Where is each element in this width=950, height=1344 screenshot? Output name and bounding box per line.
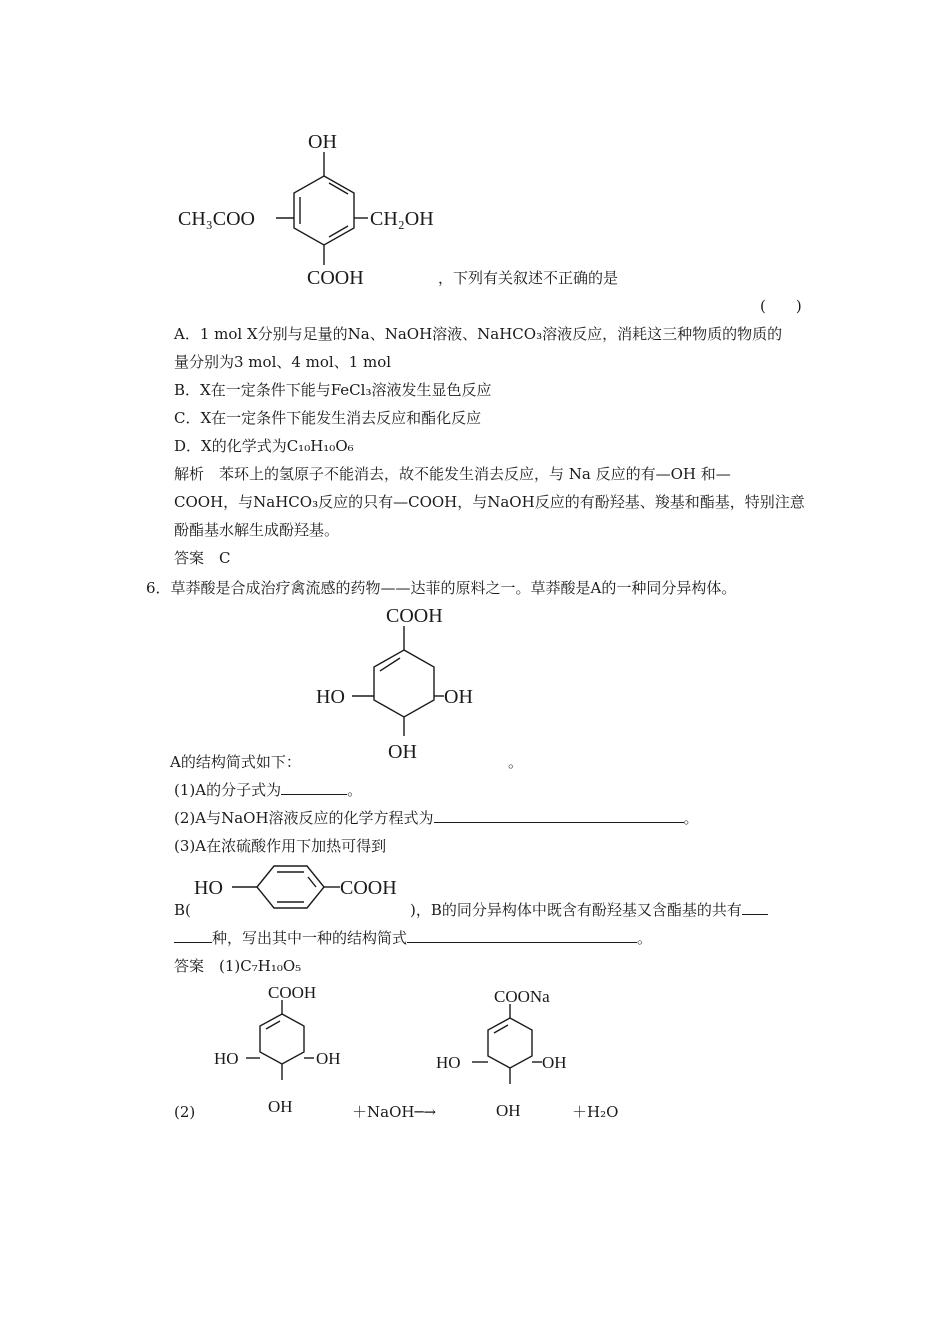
structure-x <box>170 120 460 300</box>
answer-reactant <box>200 980 370 1120</box>
q5-option-a-line1: A．1 mol X分别与足量的Na、NaOH溶液、NaHCO₃溶液反应，消耗这三种物质的物质的 <box>174 325 783 343</box>
q6-a-intro: A的结构简式如下： <box>170 753 301 771</box>
answer-2-label: (2) <box>174 1103 196 1121</box>
q6-sub2-end: 。 <box>683 809 699 827</box>
product-bottom-label: OH <box>496 1101 521 1120</box>
q5-analysis-line2: COOH，与NaHCO₃反应的只有—COOH，与NaOH反应的有酚羟基、羧基和酯基，特别注意 <box>174 493 805 511</box>
cyclohexene-ring-a <box>374 650 434 717</box>
reactant-right-label: OH <box>316 1049 341 1068</box>
q6-b-text: )，B的同分异构体中既含有酚羟基又含酯基的共有 <box>410 901 742 919</box>
q6-b-line2-end: 。 <box>637 929 653 947</box>
q6-sub2-blank <box>434 808 684 823</box>
q6-sub1 <box>174 780 362 800</box>
q6-sub3: (3)A在浓硫酸作用下加热可得到 <box>174 837 387 855</box>
q6-a-end: 。 <box>508 753 524 771</box>
benzene-ring-b <box>257 866 324 908</box>
b-left-label: HO <box>194 877 223 899</box>
benzene-ring-x <box>294 176 354 245</box>
q5-answer: 答案 C <box>174 549 231 567</box>
q6-structure-blank <box>407 928 637 943</box>
plus-naoh-arrow: ＋NaOH─→ <box>352 1103 437 1121</box>
cyclohexene-ring-reactant <box>260 1014 304 1064</box>
q6-b-open: B( <box>174 901 191 919</box>
x-bottom-label: COOH <box>307 267 364 289</box>
x-top-label: OH <box>308 131 337 153</box>
q6-b-line1 <box>410 900 768 920</box>
q6-sub2 <box>174 808 699 828</box>
structure-a <box>310 600 500 770</box>
q5-option-c: C．X在一定条件下能发生消去反应和酯化反应 <box>174 409 482 427</box>
q6-sub1-end: 。 <box>347 781 363 799</box>
q6-count-blank-1 <box>742 900 768 915</box>
product-left-label: HO <box>436 1053 461 1072</box>
product-top-label: COONa <box>494 987 550 1006</box>
cyclohexene-ring-product <box>488 1018 532 1068</box>
q5-stem-tail: ，下列有关叙述不正确的是 <box>438 269 619 287</box>
q6-sub2-text: (2)A与NaOH溶液反应的化学方程式为 <box>174 809 434 827</box>
q6-count-blank-2 <box>174 928 212 943</box>
product-right-label: OH <box>542 1053 567 1072</box>
a-top-label: COOH <box>386 605 443 627</box>
x-left-label: CH₃COO <box>178 208 255 230</box>
a-right-label: OH <box>444 686 473 708</box>
q6-sub1-blank <box>281 780 347 795</box>
reactant-bottom-label: OH <box>268 1097 293 1116</box>
q6-stem: 6．草莽酸是合成治疗禽流感的药物——达菲的原料之一。草莽酸是A的一种同分异构体。 <box>146 579 737 597</box>
q6-b-line2-text: 种，写出其中一种的结构简式 <box>212 929 408 947</box>
q5-analysis-line3: 酚酯基水解生成酚羟基。 <box>174 521 340 539</box>
q5-option-d: D．X的化学式为C₁₀H₁₀O₆ <box>174 437 354 455</box>
q6-answer-label: 答案 (1)C₇H₁₀O₅ <box>174 957 302 975</box>
q5-analysis-line1: 解析 苯环上的氢原子不能消去，故不能发生消去反应，与 Na 反应的有—OH 和— <box>174 465 731 483</box>
plus-h2o: ＋H₂O <box>572 1103 619 1121</box>
q5-answer-bracket: ( ) <box>760 297 802 315</box>
reactant-top-label: COOH <box>268 983 317 1002</box>
q6-sub1-text: (1)A的分子式为 <box>174 781 282 799</box>
a-bottom-label: OH <box>388 741 417 763</box>
x-right-label: CH₂OH <box>370 208 434 230</box>
a-left-label: HO <box>316 686 345 708</box>
b-right-label: COOH <box>340 877 397 899</box>
q5-option-a-line2: 量分别为3 mol、4 mol、1 mol <box>174 353 392 371</box>
structure-b <box>190 858 420 918</box>
q6-b-line2 <box>174 928 652 948</box>
q5-option-b: B．X在一定条件下能与FeCl₃溶液发生显色反应 <box>174 381 492 399</box>
reactant-left-label: HO <box>214 1049 239 1068</box>
